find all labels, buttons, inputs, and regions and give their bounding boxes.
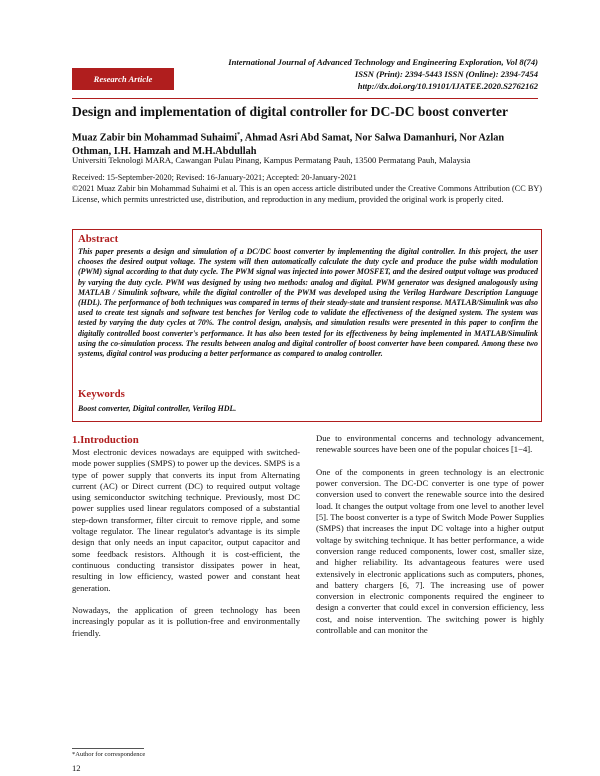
introduction-heading: 1.Introduction	[72, 434, 139, 446]
journal-title: International Journal of Advanced Technology and Engineering Exploration, Vol 8(74)	[228, 57, 538, 67]
doi-link[interactable]: http://dx.doi.org/10.19101/IJATEE.2020.S2762162	[357, 81, 538, 91]
other-authors: , Ahmad Asri Abd Samat, Nor Salwa Damanhuri, Nor Azlan Othman, I.H. Hamzah and M.H.Abdullah	[72, 132, 505, 158]
submission-dates: Received: 15-September-2020; Revised: 16-January-2021; Accepted: 20-January-2021	[72, 173, 357, 182]
issn: ISSN (Print): 2394-5443 ISSN (Online): 2394-7454	[354, 69, 538, 79]
corresponding-mark: *	[237, 132, 241, 138]
keywords-heading: Keywords	[78, 388, 125, 400]
keywords-text: Boost converter, Digital controller, Verilog HDL.	[78, 404, 237, 413]
paragraph: Most electronic devices nowadays are equipped with switched-mode power supplies (SMPS) to power up the devices. SMPS is a type of power supply that converts its input from Alternating current (AC) or Direct current (DC) to required output voltage using semiconductor switching technique. Previously, most DC power supplies used linear regulators composed of a substantial step-down transformer, filter circuit to remove ripple, and some voltage regulator. The linear regulator's advantage is its simple design that only needs an input capacitor, output capacitor and some feedback resistors. Although it is cost-efficient, the continuous conducting transistor dissipates power in heat, resulting in low efficiency, wasted power and constant heat generation.	[72, 447, 300, 593]
license-statement: ©2021 Muaz Zabir bin Mohammad Suhaimi et al. This is an open access article distributed under the Creative Commons Attribution (CC BY) License, which permits unrestricted use, distribution, and reproduction in any medium, provided the original work is properly cited.	[72, 184, 542, 204]
first-author: Muaz Zabir bin Mohammad Suhaimi	[72, 132, 238, 144]
affiliation: Universiti Teknologi MARA, Cawangan Pulau Pinang, Kampus Permatang Pauh, 13500 Permatang Pauh, Malaysia	[72, 155, 471, 165]
page-number: 12	[72, 763, 81, 773]
journal-header	[158, 56, 538, 92]
header-divider	[72, 98, 538, 99]
abstract-heading: Abstract	[78, 233, 119, 245]
paragraph: Due to environmental concerns and technology advancement, renewable sources have been one of the popular choices [1−4].	[316, 433, 544, 455]
footnote-divider	[72, 748, 144, 749]
right-column	[316, 433, 544, 648]
abstract-box	[72, 229, 542, 422]
paper-title: Design and implementation of digital controller for DC-DC boost converter	[72, 104, 509, 119]
paragraph: Nowadays, the application of green technology has been increasingly popular as it is pollution-free and environmentally friendly.	[72, 605, 300, 638]
abstract-text: This paper presents a design and simulation of a DC/DC boost converter by implementing the digital controller. In this project, the user chooses the desired output voltage. The system will then automatically calculate the duty cycle and produce the pulse width modulation (PWM) signal according to that duty cycle. The PWM signal was injected into power MOSFET, and the desired output voltage was produced by varying the duty cycle. PWM was designed by using two methods: analog and digital. PWM generator was designed analogously using MATLAB / Simulink software, while the digital controller of the PWM was developed using the Verilog Hardware Description Language (HDL). The performance of both techniques was compared in terms of their steady-state and transient response. MATLAB/Simulink was also used to create test signals and software test benches for Verilog code to validate the effectiveness of the designed system. The system was tested by varying the duty cycles at 70%. The control design, analysis, and simulation results were presented in this paper to confirm the digitally controlled boost converter's performance. It has also been tested for its effectiveness by being implemented in MATLAB/Simulink using the co-simulation process. The results between analog and digital controller of boost converter have been compared. Among these two systems, digital control was producing a better performance as compared to analog controller.	[78, 247, 538, 359]
paragraph: One of the components in green technology is an electronic power conversion. The DC-DC converter is one type of power conversion used to convert the renewable source into the desired load. It changes the output voltage from one level to another level [5]. The boost converter is a type of Switch Mode Power Supplies (SMPS) that increases the input DC voltage into a higher output voltage by switching technique. It has better performance, a wide conversion range reduced components, lower cost, smaller size, and higher reliability. Its advantageous features were used extensively in electronic applications such as computers, phones, and battery chargers [6, 7]. The increasing use of power conversion in electronic components required the engineer to design a converter that could excel in conversion efficiency, less cost, and noise intervention. The switching power is highly controllable and can monitor the	[316, 466, 544, 636]
footnote: *Author for correspondence	[72, 751, 146, 758]
article-type-badge: Research Article	[72, 68, 174, 90]
left-column	[72, 433, 300, 650]
